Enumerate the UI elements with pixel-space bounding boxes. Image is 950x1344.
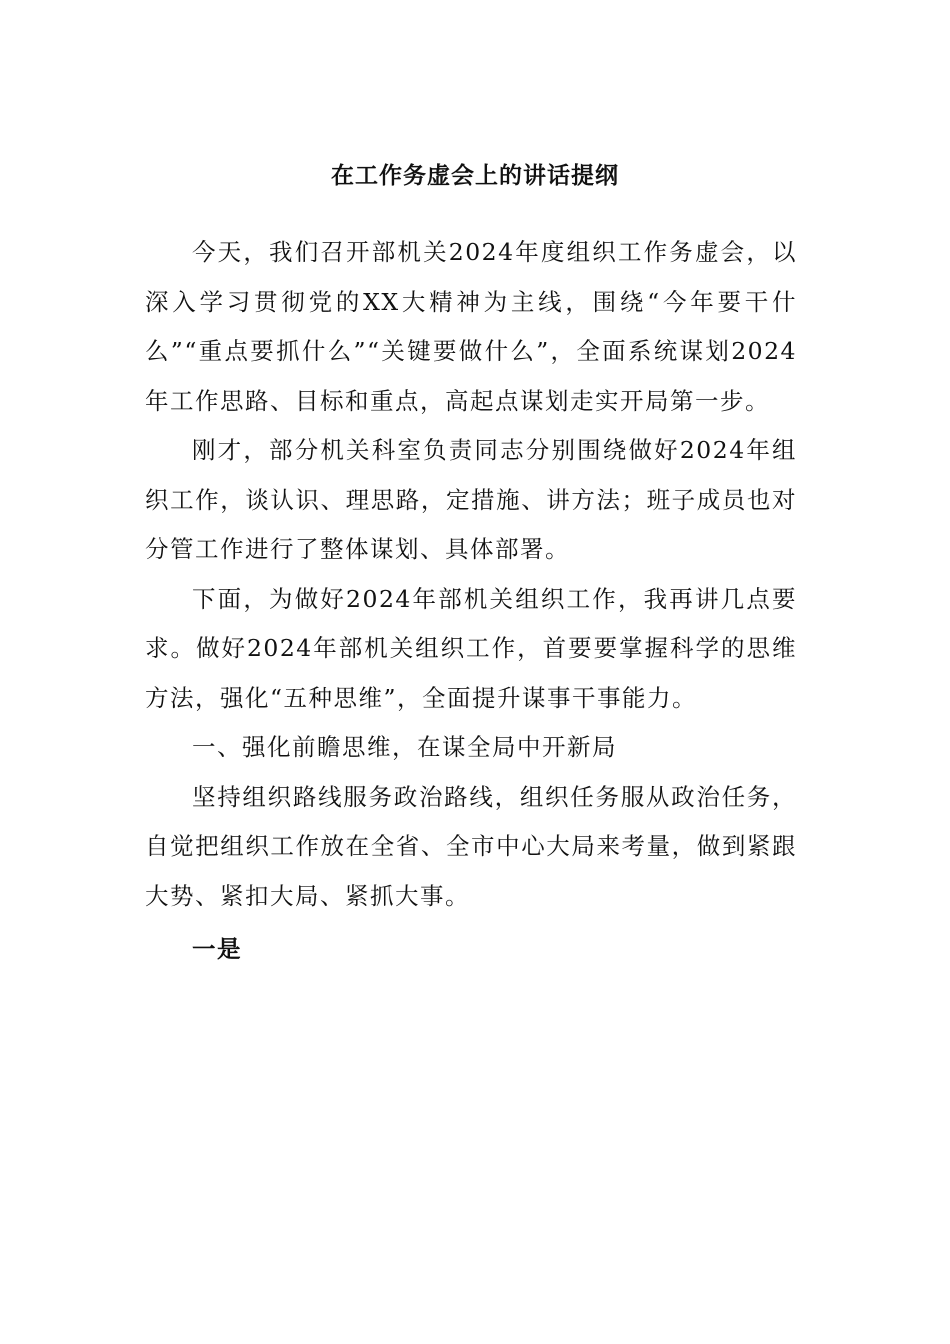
- paragraph-section-1: 坚持组织路线服务政治路线，组织任务服从政治任务，自觉把组织工作放在全省、全市中心大局来考量，做到紧跟大势、紧扣大局、紧抓大事。: [145, 782, 797, 910]
- document-body: [145, 228, 797, 975]
- bold-point-first: 一是: [192, 935, 242, 963]
- paragraph-discussion: 刚才，部分机关科室负责同志分别围绕做好2024年组织工作，谈认识、理思路，定措施、讲方法；班子成员也对分管工作进行了整体谋划、具体部署。: [145, 436, 797, 563]
- section-heading-1: 一、强化前瞻思维，在谋全局中开新局: [192, 733, 617, 761]
- paragraph-opening: 今天，我们召开部机关2024年度组织工作务虚会，以深入学习贯彻党的XX大精神为主线，围绕“今年要干什么”“重点要抓什么”“关键要做什么”，全面系统谋划2024年工作思路、目标和重点，高起点谋划走实开局第一步。: [145, 238, 797, 415]
- paragraph-requirements: 下面，为做好2024年部机关组织工作，我再讲几点要求。做好2024年部机关组织工作，首要要掌握科学的思维方法，强化“五种思维”，全面提升谋事干事能力。: [145, 584, 797, 712]
- document-title: 在工作务虚会上的讲话提纲: [331, 162, 619, 189]
